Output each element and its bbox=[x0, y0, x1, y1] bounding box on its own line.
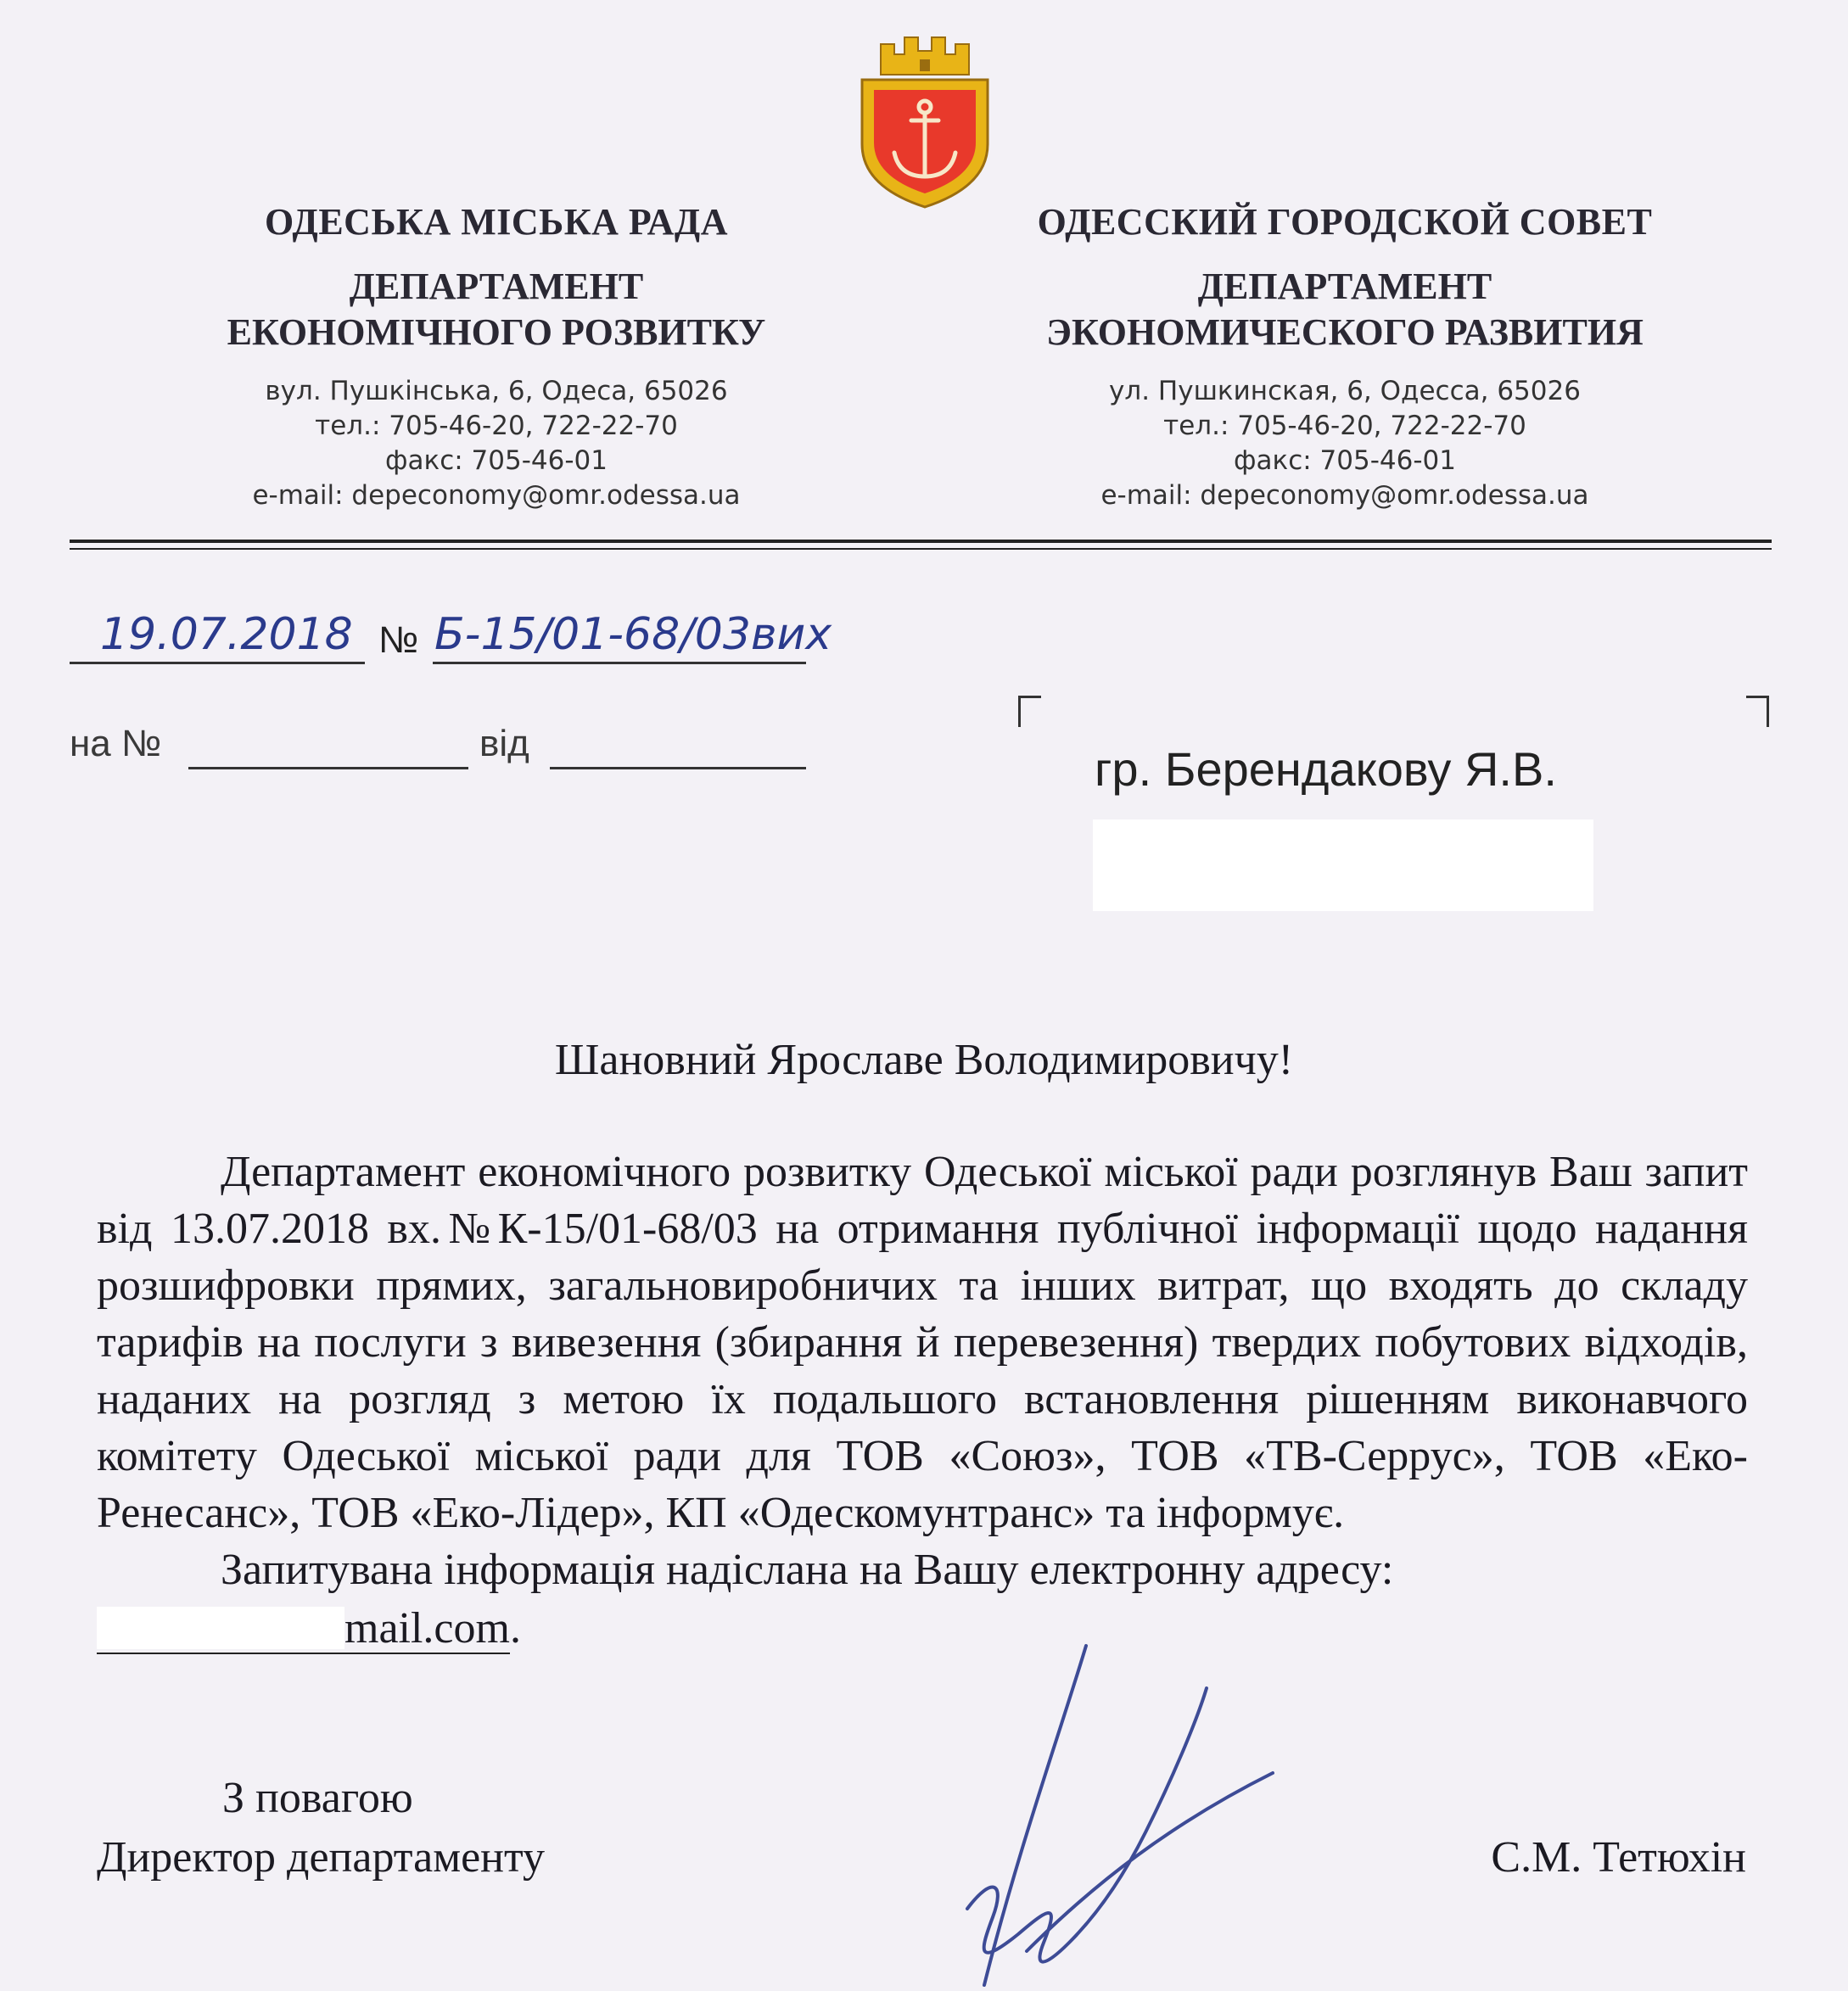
department-line2-ru: ЭКОНОМИЧЕСКОГО РАЗВИТИЯ bbox=[1046, 311, 1644, 353]
recipient-email-line: mail.com. bbox=[97, 1600, 1748, 1657]
council-name-ru: ОДЕССКИЙ ГОРОДСКОЙ СОВЕТ bbox=[1037, 201, 1653, 243]
reply-date-line bbox=[550, 767, 806, 769]
redacted-email-prefix bbox=[97, 1607, 344, 1649]
reply-number-label: на № bbox=[70, 723, 162, 764]
header-russian bbox=[963, 200, 1727, 513]
handwritten-number: Б-15/01-68/03вих bbox=[434, 609, 832, 660]
signer-name: С.М. Тетюхін bbox=[1491, 1833, 1746, 1882]
number-underline bbox=[433, 662, 806, 664]
recipient-email bbox=[97, 1605, 510, 1654]
signer-position: Директор департаменту bbox=[97, 1833, 546, 1882]
department-line1-ru: ДЕПАРТАМЕНТ bbox=[1197, 266, 1492, 307]
body-paragraph-2: Запитувана інформація надіслана на Вашу електронну адресу: bbox=[221, 1546, 1394, 1594]
contact-block-ru bbox=[963, 374, 1727, 513]
address-ua: вул. Пушкінська, 6, Одеса, 65026 bbox=[265, 376, 728, 406]
address-bracket-right bbox=[1746, 696, 1769, 727]
address-ru: ул. Пушкинская, 6, Одесса, 65026 bbox=[1109, 376, 1581, 406]
handwritten-signature-icon bbox=[891, 1629, 1281, 1991]
email-domain: mail.com bbox=[344, 1604, 510, 1653]
department-line2-ua: ЕКОНОМІЧНОГО РОЗВИТКУ bbox=[227, 311, 766, 353]
odesa-coat-of-arms-icon bbox=[848, 25, 1001, 212]
body-paragraph-1: Департамент економічного розвитку Одеської міської ради розглянув Ваш запит від 13.07.2018 вх.№К-15/01-68/03 на отримання публічної інформації щодо надання розшифровки прямих, загальновиробничих та інших витрат, що входять до складу тарифів на послуги з вивезення (збирання й перевезення) твердих побутових відходів, наданих на розгляд з метою їх подальшого встановлення рішенням виконавчого комітету Одеської міської ради для ТОВ «Союз», ТОВ «ТВ-Серрус», ТОВ «Еко-Ренесанс», ТОВ «Еко-Лідер», КП «Одескомунтранс» та інформує. bbox=[97, 1148, 1748, 1537]
closing-phrase: З повагою bbox=[222, 1774, 413, 1822]
phone-ru: тел.: 705-46-20, 722-22-70 bbox=[1163, 411, 1526, 441]
reply-date-label: від bbox=[479, 723, 529, 764]
letter-body bbox=[97, 1144, 1748, 1657]
fax-ua: факс: 705-46-01 bbox=[384, 445, 608, 476]
department-name-ua bbox=[115, 264, 878, 355]
recipient-name: гр. Берендакову Я.В. bbox=[1095, 742, 1557, 796]
email-ru: e-mail: depeconomy@omr.odessa.ua bbox=[1100, 480, 1589, 511]
header-divider-thin bbox=[70, 548, 1772, 550]
reply-number-line bbox=[188, 767, 468, 769]
header-ukrainian bbox=[115, 200, 878, 513]
header-divider-thick bbox=[70, 540, 1772, 543]
email-ua: e-mail: depeconomy@omr.odessa.ua bbox=[252, 480, 741, 511]
redacted-address bbox=[1093, 819, 1593, 911]
phone-ua: тел.: 705-46-20, 722-22-70 bbox=[315, 411, 678, 441]
number-sign: № bbox=[378, 619, 419, 661]
department-name-ru bbox=[963, 264, 1727, 355]
handwritten-date: 19.07.2018 bbox=[100, 609, 353, 660]
department-line1-ua: ДЕПАРТАМЕНТ bbox=[349, 266, 644, 307]
fax-ru: факс: 705-46-01 bbox=[1233, 445, 1456, 476]
contact-block-ua bbox=[115, 374, 878, 513]
address-bracket-left bbox=[1018, 696, 1041, 727]
letter-greeting: Шановний Ярославе Володимировичу! bbox=[554, 1036, 1294, 1084]
date-underline bbox=[70, 662, 365, 664]
council-name-ua: ОДЕСЬКА МІСЬКА РАДА bbox=[265, 201, 728, 243]
